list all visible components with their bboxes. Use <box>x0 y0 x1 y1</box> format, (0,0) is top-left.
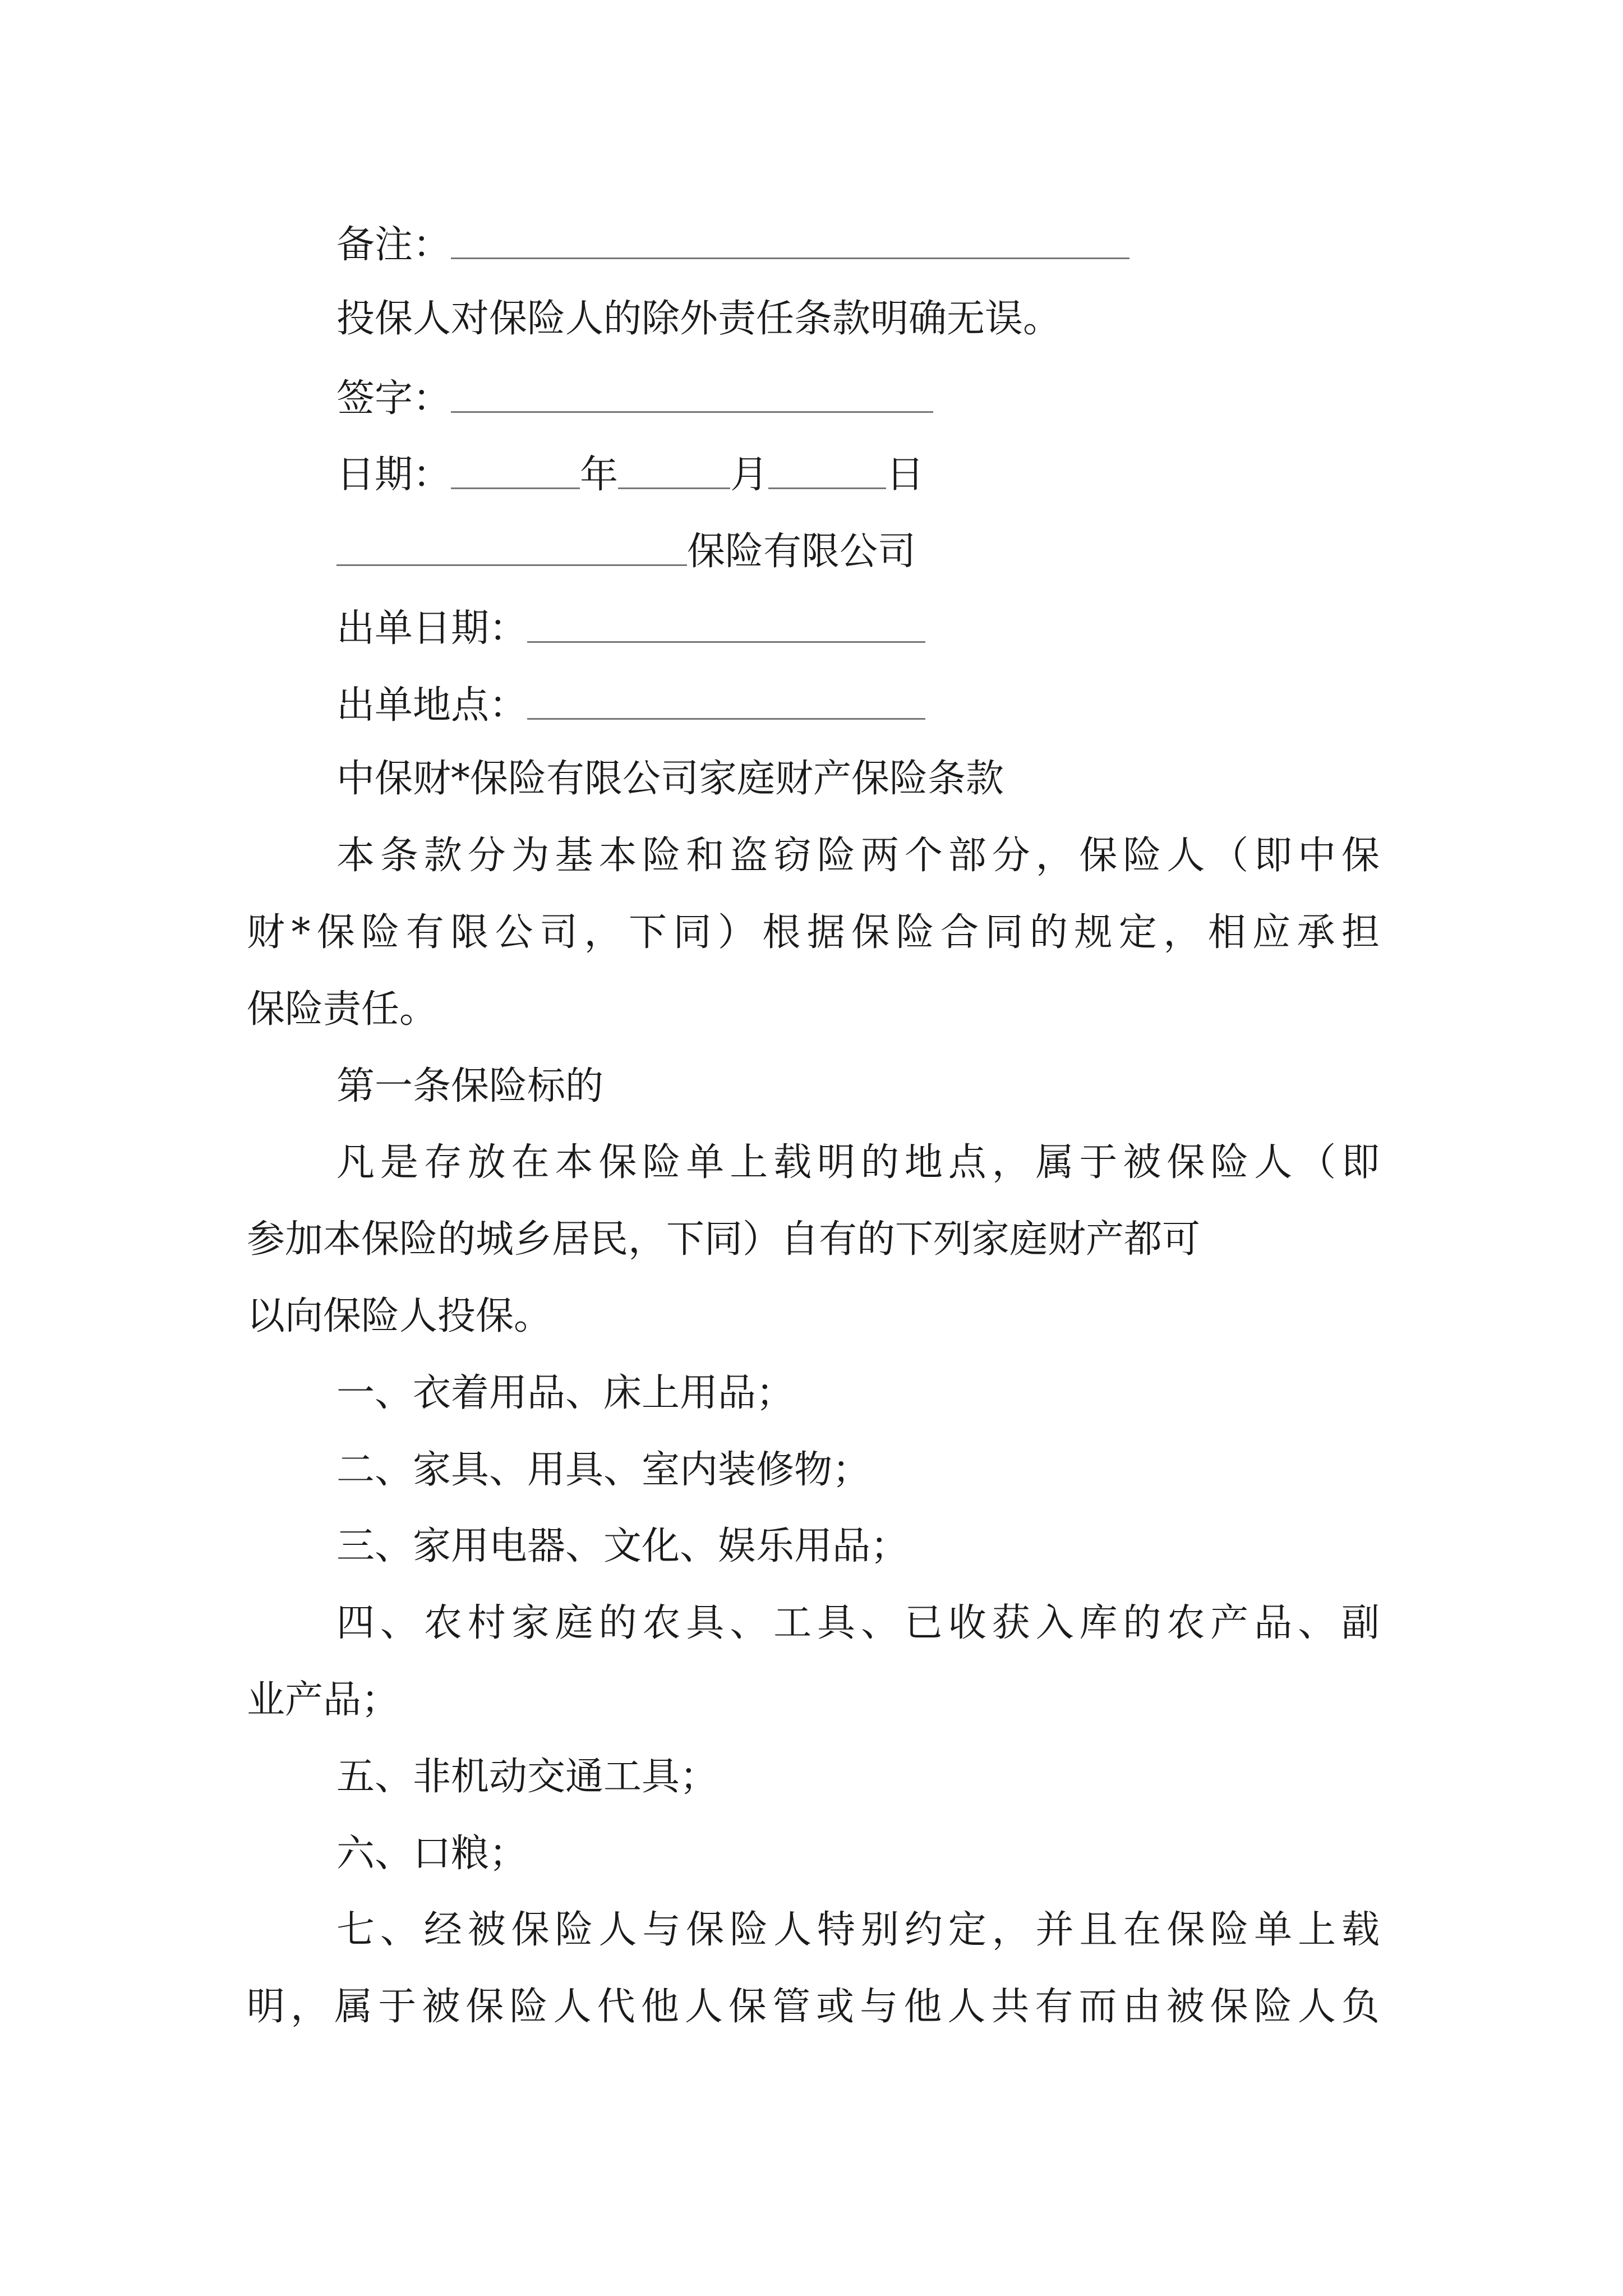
year-label: 年 <box>580 452 619 497</box>
article1-title: 第一条保险标的 <box>336 1064 604 1108</box>
company-row <box>336 529 916 574</box>
intro-line-3: 保险责任。 <box>247 987 438 1032</box>
issue-date-label: 出单日期： <box>336 606 528 651</box>
month-blank <box>618 453 730 489</box>
signature-blank <box>451 377 933 413</box>
remarks-label: 备注： <box>336 222 451 267</box>
item-2: 二、家具、用具、室内装修物； <box>336 1448 871 1492</box>
issue-place-label: 出单地点： <box>336 683 528 728</box>
item-3: 三、家用电器、文化、娱乐用品； <box>336 1524 909 1568</box>
statement-text: 投保人对保险人的除外责任条款明确无误。 <box>336 297 1062 341</box>
issue-place-blank <box>527 684 925 720</box>
signature-row <box>336 376 933 421</box>
issue-place-row <box>336 683 925 728</box>
item-5: 五、非机动交通工具； <box>336 1755 718 1799</box>
date-label: 日期： <box>336 452 451 497</box>
item-4-line-2: 业产品； <box>247 1678 400 1722</box>
item-7-line-1: 七、经被保险人与保险人特别约定，并且在保险单上载 <box>336 1908 1380 1952</box>
item-1: 一、衣着用品、床上用品； <box>336 1371 795 1415</box>
day-label: 日 <box>886 452 925 497</box>
company-name-blank <box>336 530 687 566</box>
item-7-line-2: 明，属于被保险人代他人保管或与他人共有而由被保险人负 <box>247 1985 1380 2029</box>
month-label: 月 <box>730 452 769 497</box>
day-blank <box>768 453 886 489</box>
intro-line-1: 本条款分为基本险和盗窃险两个部分，保险人（即中保 <box>336 834 1380 878</box>
remarks-blank <box>451 223 1129 259</box>
signature-label: 签字： <box>336 376 451 421</box>
item-6: 六、口粮； <box>336 1832 528 1876</box>
intro-line-2: 财*保险有限公司，下同）根据保险合同的规定，相应承担 <box>247 910 1380 955</box>
article1-line-1: 凡是存放在本保险单上载明的地点，属于被保险人（即 <box>336 1140 1380 1185</box>
clauses-title: 中保财*保险有限公司家庭财产保险条款 <box>336 757 1004 801</box>
issue-date-blank <box>527 607 925 643</box>
date-row <box>336 452 925 497</box>
article1-line-2: 参加本保险的城乡居民，下同）自有的下列家庭财产都可 <box>247 1217 1201 1262</box>
issue-date-row <box>336 606 925 651</box>
remarks-row <box>336 222 1129 267</box>
article1-line-3: 以向保险人投保。 <box>247 1294 552 1338</box>
item-4-line-1: 四、农村家庭的农具、工具、已收获入库的农产品、副 <box>336 1601 1380 1645</box>
year-blank <box>451 453 580 489</box>
company-suffix: 保险有限公司 <box>687 529 916 574</box>
